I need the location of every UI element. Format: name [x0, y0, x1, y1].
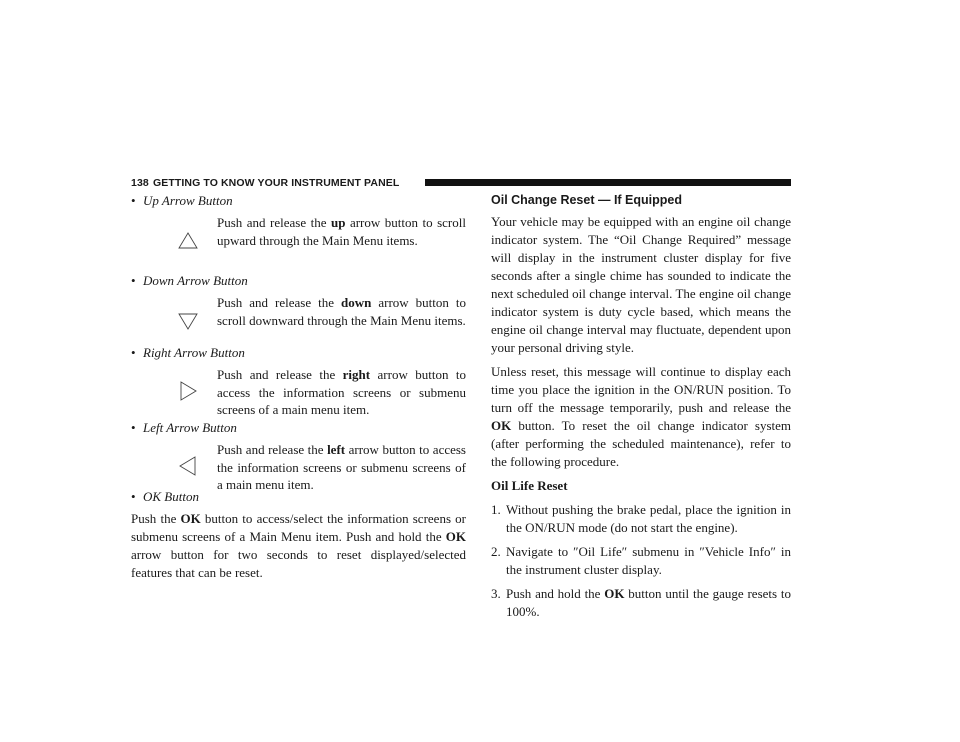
- left-arrow-title: Left Arrow Button: [143, 420, 237, 435]
- down-arrow-title: Down Arrow Button: [143, 273, 248, 288]
- intro-paragraph: Your vehicle may be equipped with an engine oil change indicator system. The “Oil Change Required” message will display in the instrument cluster display for five seconds after a single chime has sounded to indicate the next scheduled oil change interval. The engine oil change indicator system is duty cycle based, which means the engine oil change interval may fluctuate, dependent upon your personal driving style.: [491, 214, 791, 355]
- down-arrow-section: [131, 272, 466, 344]
- down-triangle-icon: [177, 310, 199, 332]
- reset-paragraph: Unless reset, this message will continue to display each time you place the ignition in the ON/RUN position. To turn off the message temporarily, push and release the OK button. To reset the oil change indicator system (after performing the scheduled maintenance), refer to the following procedure.: [491, 364, 791, 469]
- step-3: 3. Push and hold the OK button until the gauge resets to 100%.: [491, 586, 791, 619]
- sub-heading: Oil Life Reset: [491, 478, 568, 493]
- bullet: •: [131, 193, 136, 208]
- up-arrow-title: Up Arrow Button: [143, 193, 233, 208]
- bullet: •: [131, 420, 136, 435]
- right-arrow-description: Push and release the right arrow button to access the information screens or submenu screens of a main menu item.: [217, 367, 466, 417]
- down-arrow-description: Push and release the down arrow button to scroll downward through the Main Menu items.: [217, 295, 466, 328]
- left-column: [131, 192, 466, 582]
- left-triangle-icon: [177, 455, 199, 477]
- up-arrow-section: [131, 192, 466, 272]
- right-triangle-icon: [177, 380, 199, 402]
- ok-button-title: OK Button: [143, 489, 199, 504]
- section-heading: Oil Change Reset — If Equipped: [491, 193, 682, 207]
- up-arrow-description: Push and release the up arrow button to scroll upward through the Main Menu items.: [217, 215, 466, 248]
- right-arrow-section: [131, 344, 466, 419]
- page-header: [131, 176, 791, 190]
- bullet: •: [131, 273, 136, 288]
- left-arrow-section: [131, 419, 466, 492]
- ok-button-description: Push the OK button to access/select the information screens or submenu screens of a Main Menu item. Push and hold the OK arrow button for two seconds to reset displayed/selected features that can be reset.: [131, 511, 466, 580]
- left-arrow-description: Push and release the left arrow button to access the information screens or submenu screens of a main menu item.: [217, 442, 466, 492]
- bullet: •: [131, 489, 136, 504]
- step-1: 1. Without pushing the brake pedal, place the ignition in the ON/RUN mode (do not start the engine).: [491, 502, 791, 535]
- page-number: 138: [131, 177, 149, 189]
- ok-button-section: [131, 488, 466, 582]
- right-arrow-title: Right Arrow Button: [143, 345, 245, 360]
- bullet: •: [131, 345, 136, 360]
- header-rule: [425, 179, 791, 186]
- right-column: [491, 192, 791, 621]
- up-triangle-icon: [177, 230, 199, 252]
- step-2: 2. Navigate to ″Oil Life″ submenu in ″Vehicle Info″ in the instrument cluster display.: [491, 544, 791, 577]
- chapter-title: GETTING TO KNOW YOUR INSTRUMENT PANEL: [153, 177, 400, 189]
